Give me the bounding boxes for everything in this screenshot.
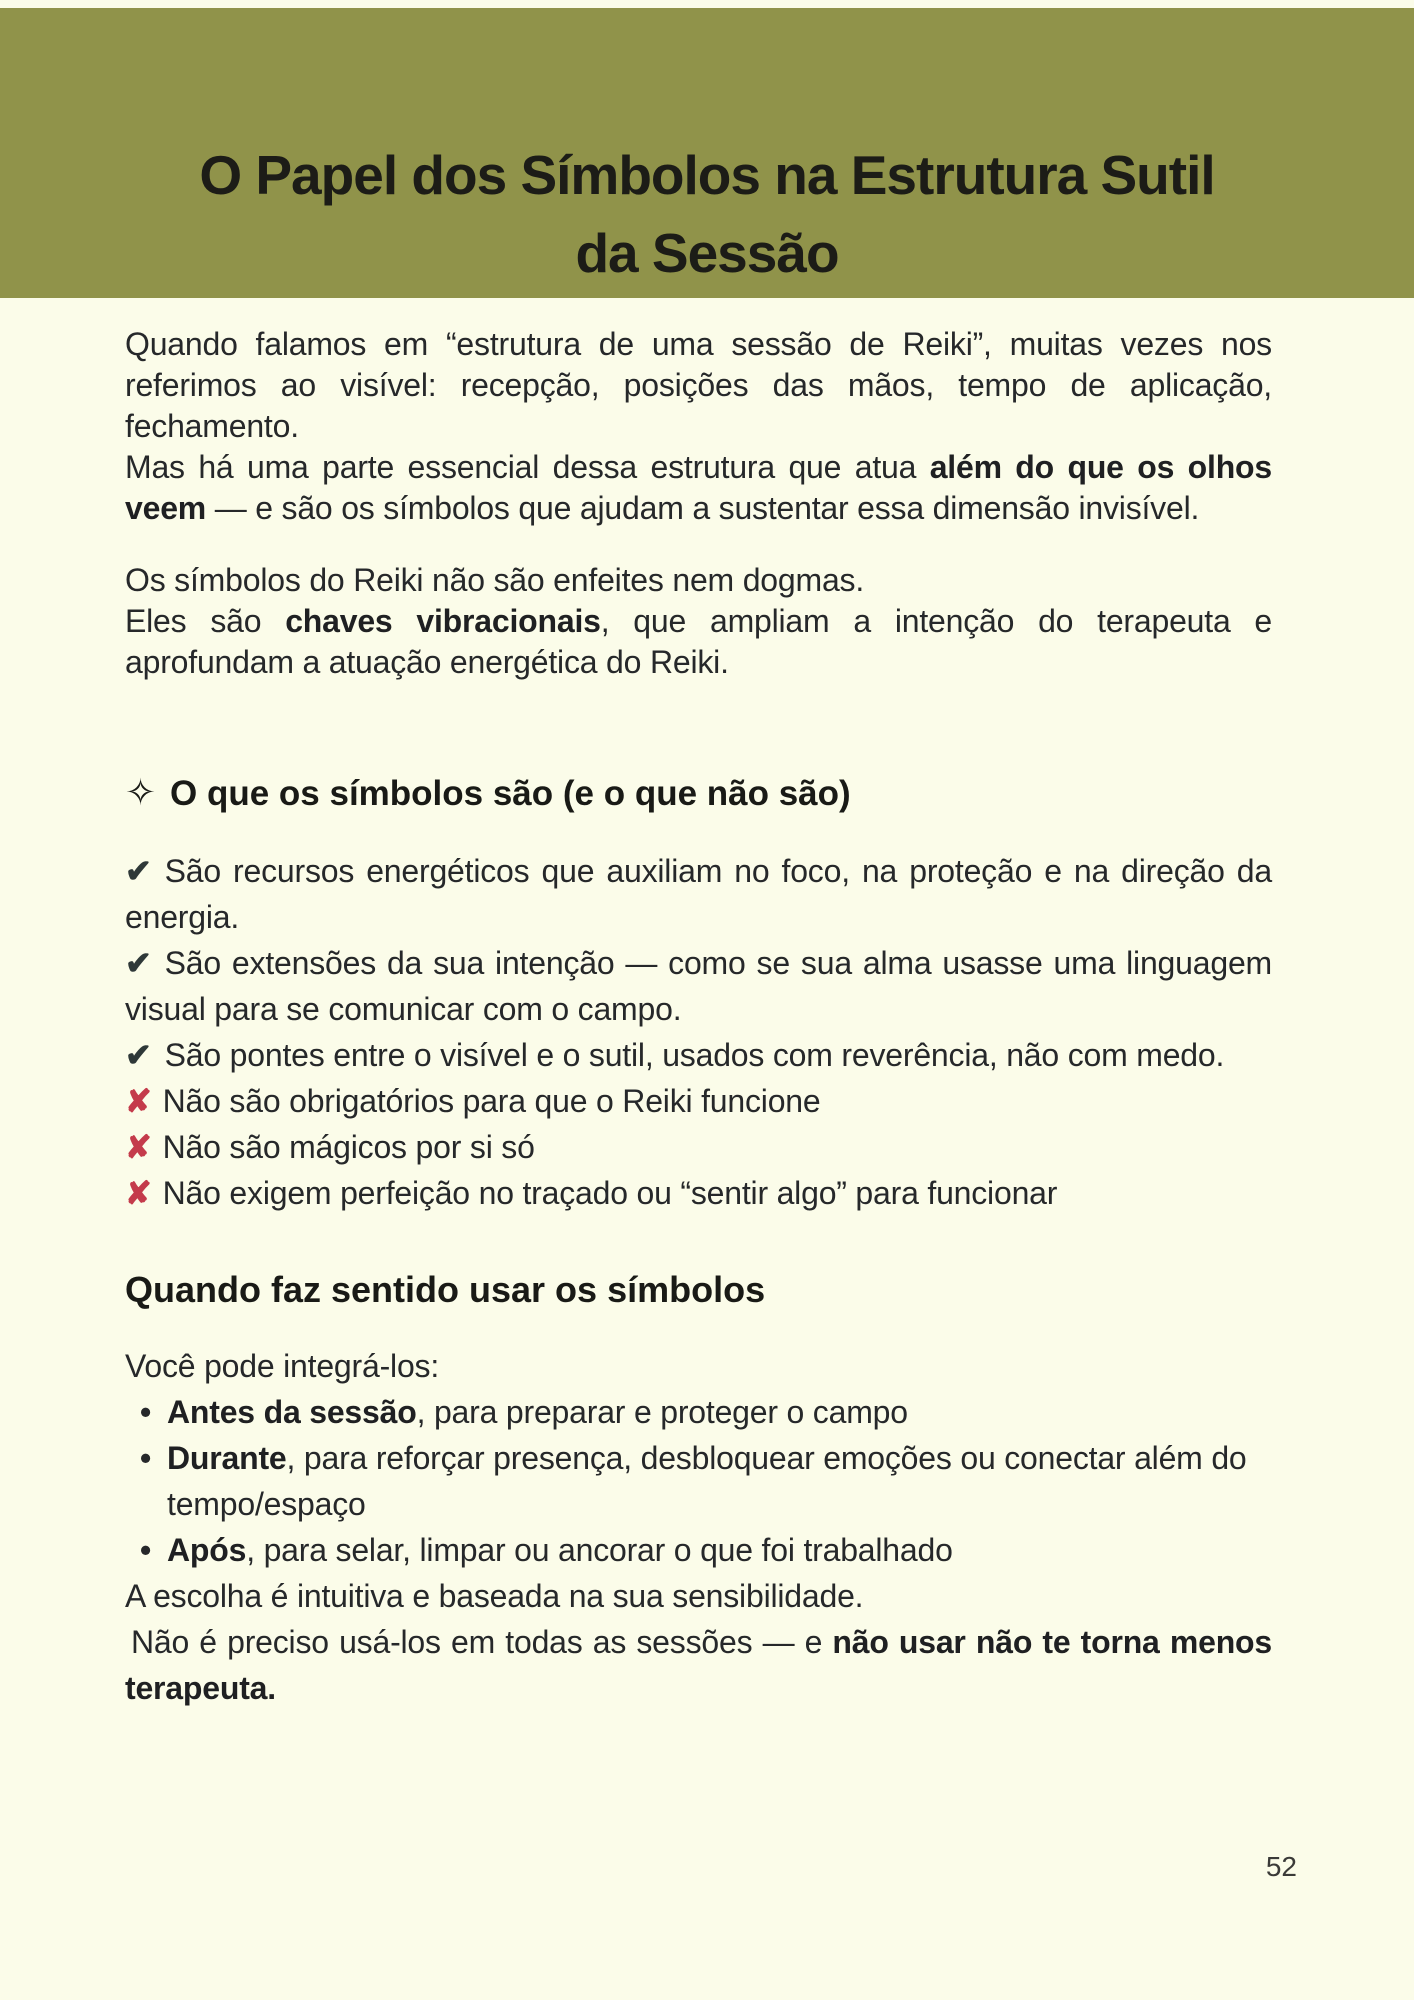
bullet-icon: • bbox=[140, 1532, 152, 1568]
page-number: 52 bbox=[1265, 1851, 1297, 1882]
list-item-text: São recursos energéticos que auxiliam no foco, na proteção e na direção da energia. bbox=[125, 853, 1272, 935]
paragraph-intro-1 bbox=[125, 324, 1272, 447]
check-list-item bbox=[125, 940, 1272, 1032]
bold-text: além do que os olhos veem bbox=[125, 449, 1272, 526]
page-header-band bbox=[0, 8, 1414, 298]
cross-icon: ✘ bbox=[125, 1129, 152, 1165]
paragraph-text: Eles são bbox=[125, 603, 286, 639]
page-title bbox=[0, 136, 1414, 292]
page-title-line1: O Papel dos Símbolos na Estrutura Sutil bbox=[199, 144, 1215, 206]
paragraph-text: Quando falamos em “estrutura de uma sessão de Reiki”, muitas vezes nos referimos ao visível: recepção, posições das mãos, tempo de aplicação, fechamento. bbox=[125, 326, 1272, 444]
bullet-text: , para reforçar presença, desbloquear emoções ou conectar além do tempo/espaço bbox=[167, 1440, 1247, 1522]
check-icon: ✔ bbox=[125, 1037, 152, 1073]
cross-icon: ✘ bbox=[125, 1083, 152, 1119]
paragraph-text: Não é preciso usá-los em todas as sessões — e bbox=[131, 1624, 833, 1660]
closing-paragraph-1: A escolha é intuitiva e baseada na sua sensibilidade. bbox=[125, 1578, 864, 1614]
closing-paragraph-2 bbox=[125, 1619, 1272, 1711]
cross-icon: ✘ bbox=[125, 1175, 152, 1211]
paragraph-intro-3 bbox=[125, 560, 1272, 601]
bullet-text: , para preparar e proteger o campo bbox=[416, 1394, 908, 1430]
bullet-text: , para selar, limpar ou ancorar o que foi trabalhado bbox=[246, 1532, 953, 1568]
check-list-item bbox=[125, 848, 1272, 940]
paragraph-text: Mas há uma parte essencial dessa estrutura que atua bbox=[125, 449, 930, 485]
list-item-text: São pontes entre o visível e o sutil, usados com reverência, não com medo. bbox=[164, 1037, 1225, 1073]
paragraph-intro-2 bbox=[125, 447, 1272, 529]
list-item-text: Não são mágicos por si só bbox=[162, 1129, 535, 1165]
bullet-item bbox=[125, 1435, 1272, 1527]
check-list-item bbox=[125, 1032, 1272, 1078]
paragraph-text: — e são os símbolos que ajudam a sustentar essa dimensão invisível. bbox=[206, 490, 1200, 526]
section-heading-symbols bbox=[125, 769, 1272, 818]
bullet-item bbox=[125, 1389, 1272, 1435]
list-item-text: São extensões da sua intenção — como se sua alma usasse uma linguagem visual para se comunicar com o campo. bbox=[125, 945, 1272, 1027]
page-content bbox=[0, 298, 1414, 1711]
check-icon: ✔ bbox=[125, 853, 152, 889]
bold-text: chaves vibracionais bbox=[285, 603, 601, 639]
section-heading-text: O que os símbolos são (e o que não são) bbox=[170, 774, 851, 813]
page-title-line2: da Sessão bbox=[575, 222, 839, 284]
paragraph-intro-4 bbox=[125, 601, 1272, 683]
bullet-icon: • bbox=[140, 1440, 152, 1476]
check-icon: ✔ bbox=[125, 945, 152, 981]
bold-text: Após bbox=[167, 1532, 247, 1568]
list-item-text: Não são obrigatórios para que o Reiki funcione bbox=[162, 1083, 821, 1119]
bold-text: não usar não te torna menos terapeuta. bbox=[125, 1624, 1272, 1706]
sparkle-icon: ✧ bbox=[125, 772, 157, 813]
section-heading-usage: Quando faz sentido usar os símbolos bbox=[125, 1269, 766, 1310]
paragraph-text: Os símbolos do Reiki não são enfeites nem dogmas. bbox=[125, 562, 865, 598]
usage-intro: Você pode integrá-los: bbox=[125, 1348, 440, 1384]
bullet-icon: • bbox=[140, 1394, 152, 1430]
paragraph-text: , que ampliam a intenção do terapeuta e aprofundam a atuação energética do Reiki. bbox=[125, 603, 1273, 680]
cross-list-item bbox=[125, 1124, 1272, 1170]
cross-list-item bbox=[125, 1170, 1272, 1216]
bold-text: Antes da sessão bbox=[167, 1394, 417, 1430]
list-item-text: Não exigem perfeição no traçado ou “sentir algo” para funcionar bbox=[162, 1175, 1058, 1211]
cross-list-item bbox=[125, 1078, 1272, 1124]
bold-text: Durante bbox=[167, 1440, 287, 1476]
bullet-item bbox=[125, 1527, 1272, 1573]
